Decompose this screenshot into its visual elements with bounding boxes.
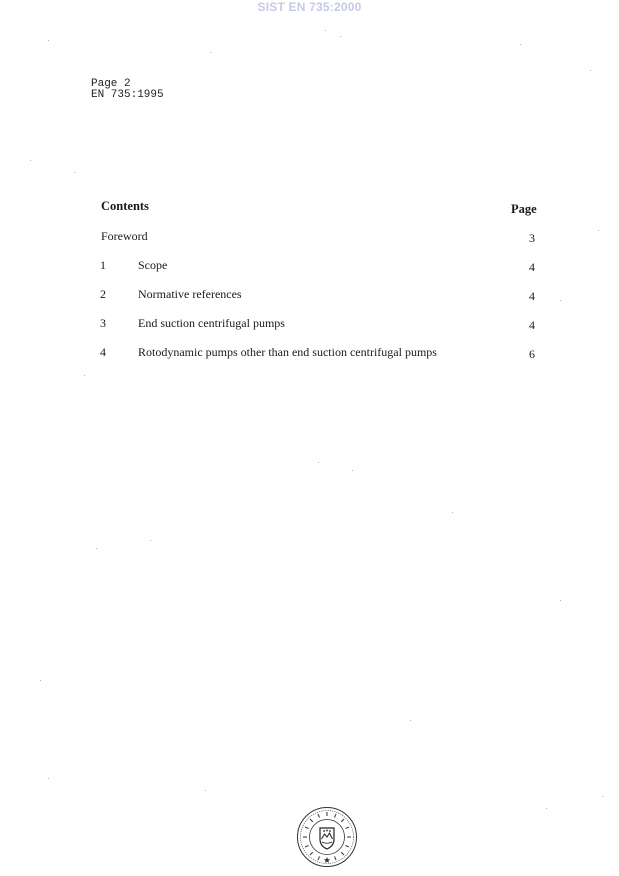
scan-speck [598,230,599,231]
scan-speck [546,808,547,809]
scan-speck [96,548,97,549]
toc-entry-title: End suction centrifugal pumps [138,316,285,330]
toc-entry-page: 3 [529,231,535,245]
toc-entry-foreword [0,229,619,245]
toc-entry-page: 4 [529,318,535,332]
scan-speck [410,720,411,721]
page-column-heading: Page [511,202,537,216]
contents-heading: Contents [101,199,149,213]
page-header [91,79,164,101]
toc-entry-normative-references [0,287,619,303]
scan-speck [205,790,206,791]
toc-entry-end-suction-pumps [0,316,619,332]
toc-entry-page: 4 [529,260,535,274]
scan-speck [30,160,31,161]
page-number-line: Page 2 [91,78,131,90]
toc-entry-number: 3 [100,316,106,330]
scan-speck [150,540,151,541]
watermark: SIST EN 735:2000 [257,0,362,14]
scan-speck [340,36,341,37]
standard-number-line: EN 735:1995 [91,89,164,101]
toc-entry-title: Foreword [101,229,148,243]
toc-entry-scope [0,258,619,274]
toc-entry-page: 6 [529,347,535,361]
toc-entry-number: 1 [100,258,106,272]
toc-entry-number: 2 [100,287,106,301]
scan-speck [560,300,561,301]
scan-speck [48,778,49,779]
toc-entry-title: Scope [138,258,168,272]
scan-speck [40,680,41,681]
toc-entry-title: Normative references [138,287,242,301]
scan-speck [84,375,85,376]
toc-entry-page: 4 [529,289,535,303]
toc-entry-title: Rotodynamic pumps other than end suction centrifugal pumps [138,345,437,359]
toc-entry-number: 4 [100,345,106,359]
standards-institute-seal-icon [296,806,358,868]
scan-speck [325,30,326,31]
scan-speck [352,470,353,471]
scan-speck [520,44,521,45]
scan-speck [74,172,75,173]
scan-speck [590,70,591,71]
scan-speck [210,52,211,53]
toc-entry-rotodynamic-pumps [0,345,619,361]
scan-speck [560,600,561,601]
scan-speck [602,796,603,797]
scan-speck [452,512,453,513]
scan-speck [318,462,319,463]
scan-speck [48,40,49,41]
